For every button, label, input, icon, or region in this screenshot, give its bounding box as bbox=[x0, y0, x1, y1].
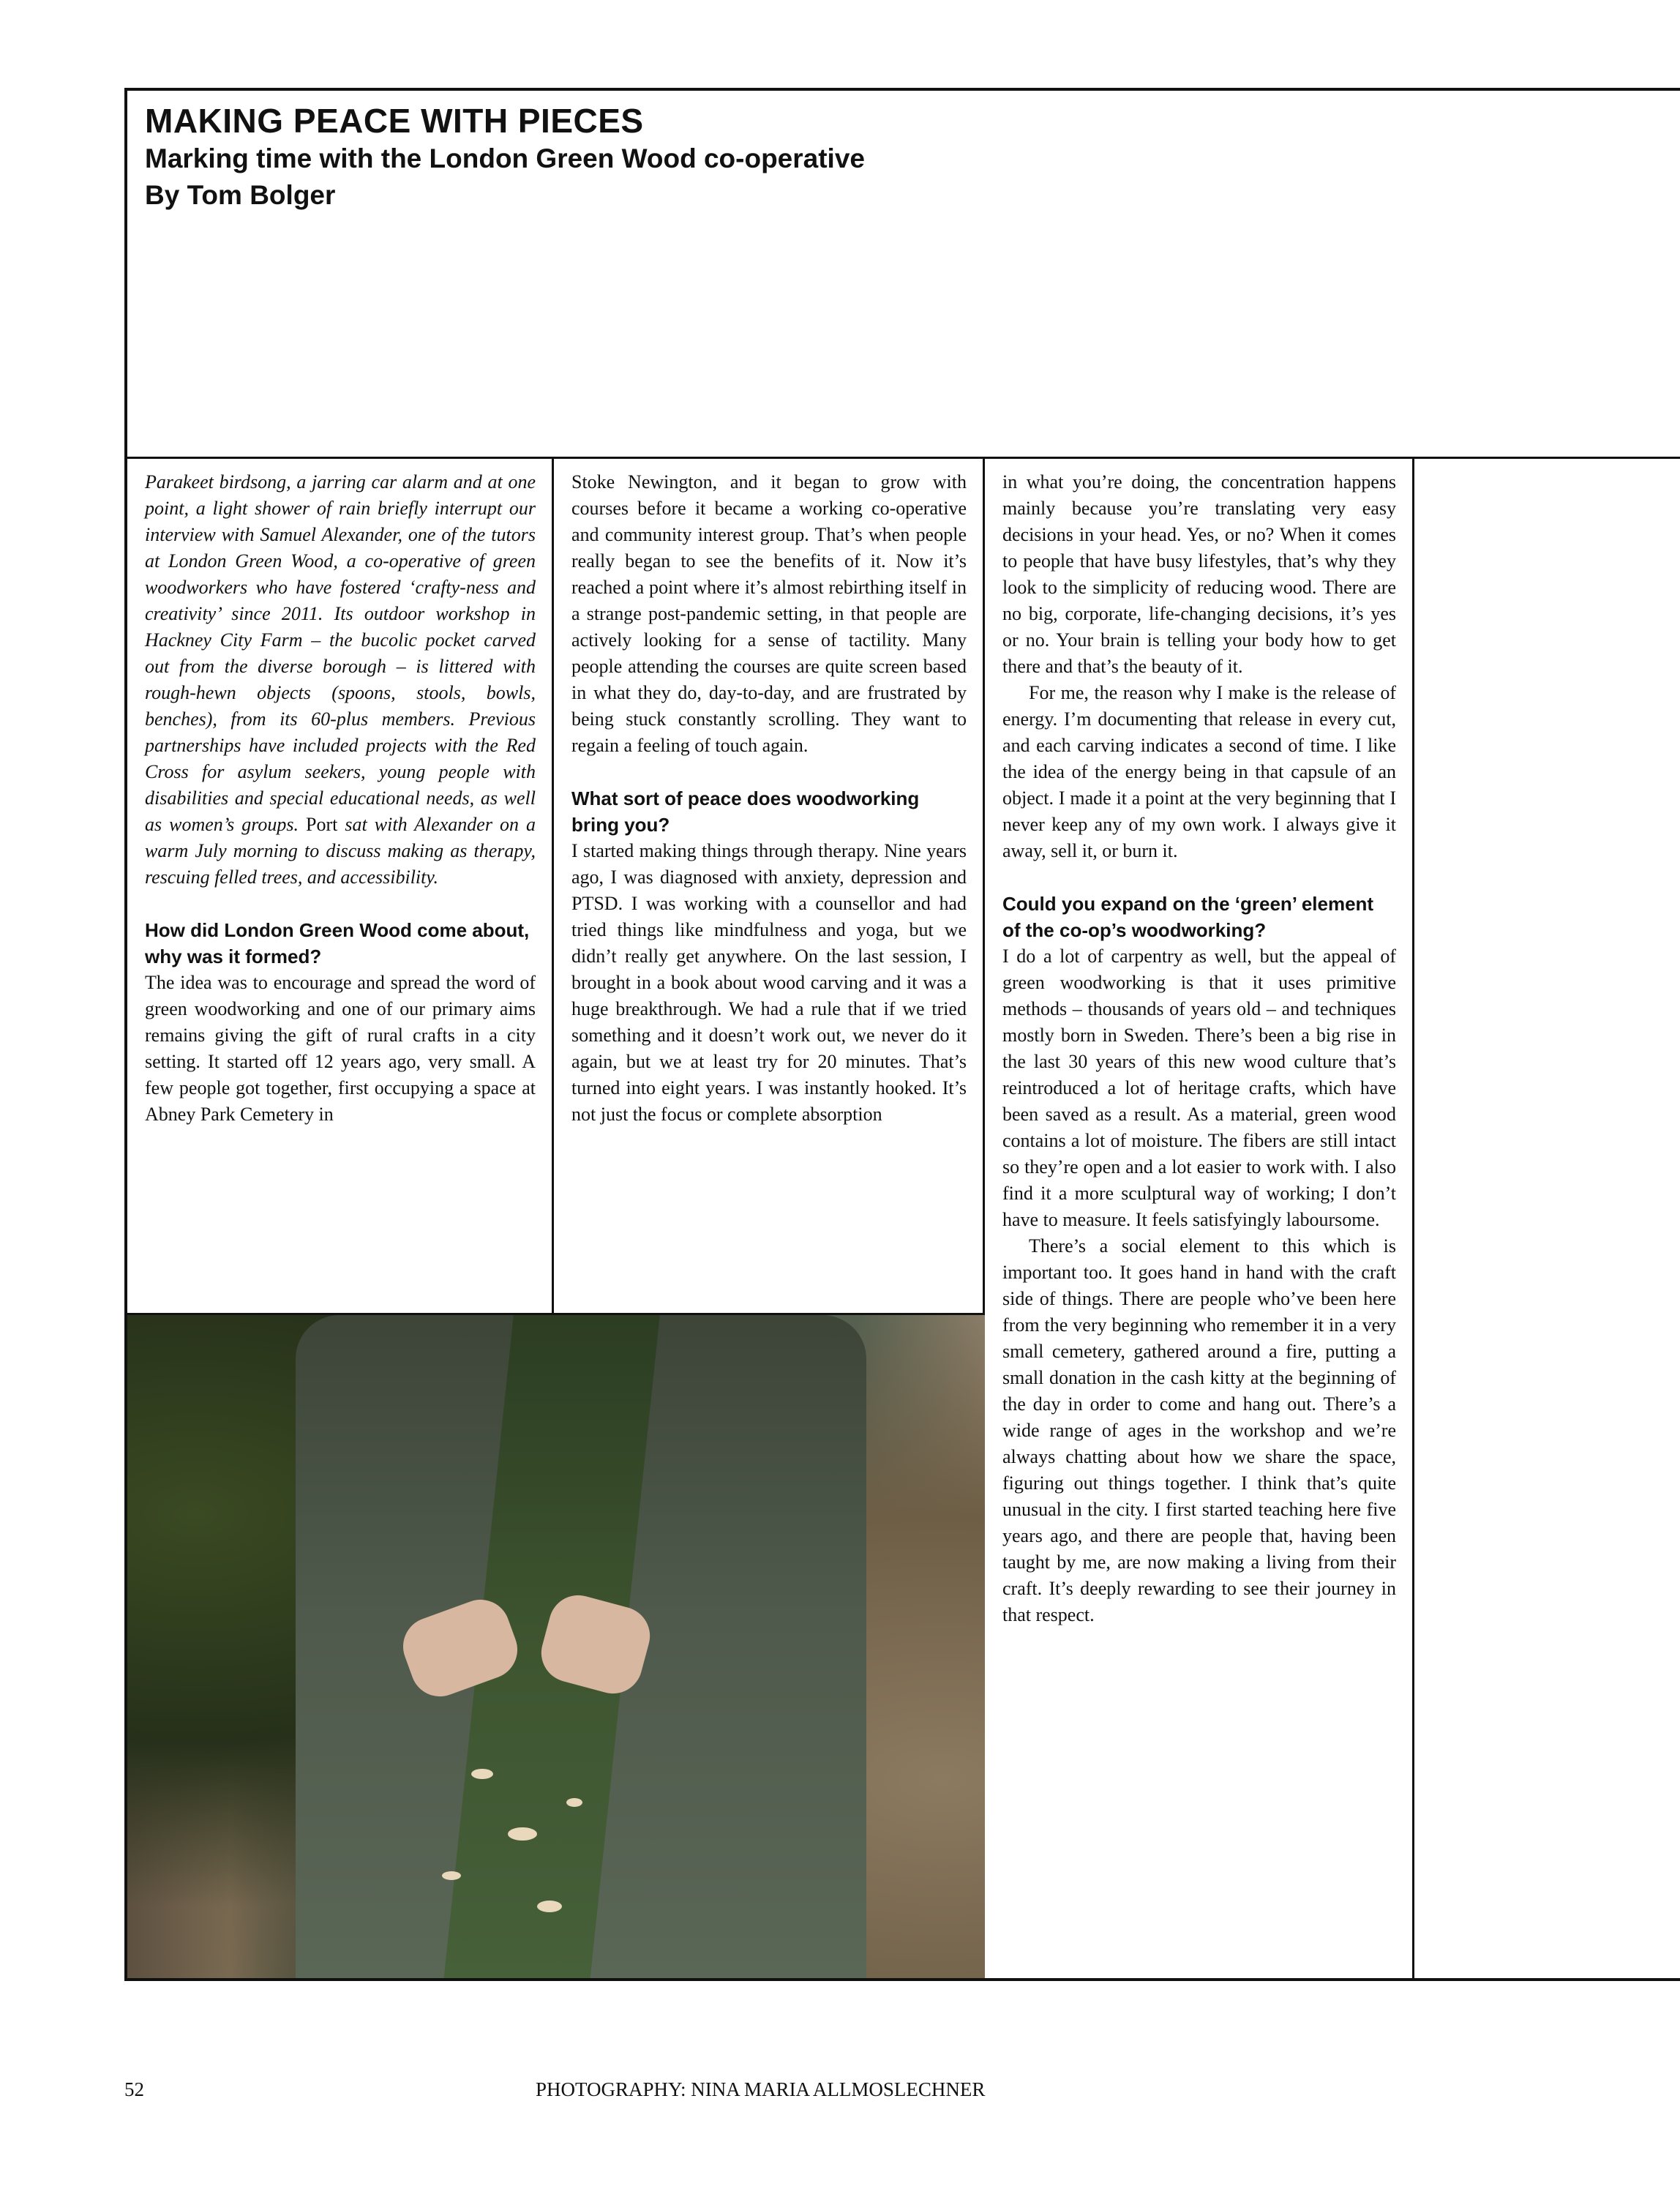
answer-paragraph: Stoke Newington, and it began to grow with courses before it became a working co-operative and community interest group. That’s when people really began to see the benefits of it. Now it’s reached a point where it’s almost rebirthing itself in a strange post-pandemic setting, in that people are actively looking for a sense of tactility. Many people attending the courses are quite screen based in what they do, day-to-day, and are frustrated by being stuck constantly scrolling. They want to regain a feeling of touch again. bbox=[571, 471, 967, 756]
question-heading: How did London Green Wood come about, why was it formed? bbox=[145, 919, 530, 967]
answer-paragraph: There’s a social element to this which is important too. It goes hand in hand with the craft side of things. There are people who’ve been here from the very beginning who remember it in a very small cemetery, gathered around a fire, putting a small donation in the cash kitty at the beginning of the day in order to come and hang out. There’s a wide range of ages in the workshop and we’re always chatting about how we share the space, figuring out things together. I think that’s quite unusual in the city. I first started teaching here five years ago, and there are people that, having been taught by me, are now making a living from their craft. It’s deeply rewarding to see their journey in that respect. bbox=[1002, 1235, 1396, 1625]
answer-paragraph: I started making things through therapy. Nine years ago, I was diagnosed with anxiety, depression and PTSD. I was working with a counsellor and had tried things like mindfulness and yoga, but we didn’t really get anywhere. On the last session, I brought in a book about wood carving and it was a huge breakthrough. We had a rule that if we tried something and it doesn’t work out, we never do it again, but we at least try for 20 minutes. That’s turned into eight years. I was instantly hooked. It’s not just the focus or complete absorption bbox=[571, 840, 967, 1125]
intro-paragraph bbox=[145, 469, 536, 891]
answer-paragraph: in what you’re doing, the concentration happens mainly because you’re translating very easy decisions in your head. Yes, or no? When it comes to people that have busy lifestyles, that’s why they look to the simplicity of reducing wood. There are no big, corporate, life-changing decisions, it’s yes or no. Your brain is telling your body how to get there and that’s the beauty of it. bbox=[1002, 471, 1396, 677]
article-subtitle: Marking time with the London Green Wood co-operative bbox=[145, 143, 865, 173]
text-column-3 bbox=[985, 459, 1414, 1981]
answer-paragraph: I do a lot of carpentry as well, but the appeal of green woodworking is that it uses primitive methods – thousands of years old – and techniques mostly born in Sweden. There’s been a big rise in the last 30 years of this new wood culture that’s reintroduced a lot of heritage crafts, which have been saved as a result. As a material, green wood contains a lot of moisture. The fibers are still intact so they’re open and a lot easier to work with. I also find it a more sculptural way of working; I don’t have to measure. It feels satisfyingly laboursome. bbox=[1002, 946, 1396, 1230]
question-heading: What sort of peace does woodworking bring you? bbox=[571, 787, 920, 836]
article-photo-woodcarving bbox=[124, 1315, 985, 1981]
article-header bbox=[124, 88, 1680, 459]
intro-text-end: sat with Alexander on a warm July morning to discuss making as therapy, rescuing felled trees, and accessibility. bbox=[145, 814, 536, 888]
photo-shaving bbox=[508, 1827, 537, 1841]
photo-credit: PHOTOGRAPHY: NINA MARIA ALLMOSLECHNER bbox=[536, 2078, 986, 2100]
empty-column bbox=[1414, 459, 1680, 1981]
article-title: MAKING PEACE WITH PIECES bbox=[145, 102, 644, 140]
photo-shaving bbox=[566, 1798, 582, 1807]
text-column-1 bbox=[124, 459, 554, 1315]
page-number: 52 bbox=[124, 2078, 144, 2100]
publication-name: Port bbox=[306, 814, 338, 835]
photo-shaving bbox=[442, 1871, 461, 1880]
photo-shaving bbox=[537, 1901, 562, 1912]
text-column-2 bbox=[554, 459, 985, 1315]
article-byline: By Tom Bolger bbox=[145, 180, 336, 210]
question-heading: Could you expand on the ‘green’ element of the co-op’s woodworking? bbox=[1002, 893, 1374, 941]
answer-paragraph: For me, the reason why I make is the release of energy. I’m documenting that release in every cut, and each carving indicates a second of time. I like the idea of the energy being in that capsule of an object. I made it a point at the very beginning that I never keep any of my own work. I always give it away, sell it, or burn it. bbox=[1002, 682, 1396, 861]
photo-shaving bbox=[471, 1769, 493, 1779]
answer-paragraph: The idea was to encourage and spread the word of green woodworking and one of our primary aims remains giving the gift of rural crafts in a city setting. It started off 12 years ago, very small. A few people got together, first occupying a space at Abney Park Cemetery in bbox=[145, 972, 536, 1125]
intro-text: Parakeet birdsong, a jarring car alarm and at one point, a light shower of rain briefly interrupt our interview with Samuel Alexander, one of the tutors at London Green Wood, a co-operative of green woodworkers who have fostered ‘crafty-ness and creativity’ since 2011. Its outdoor workshop in Hackney City Farm – the bucolic pocket carved out from the diverse borough – is littered with rough-hewn objects (spoons, stools, bowls, benches), from its 60-plus members. Previous partnerships have included projects with the Red Cross for asylum seekers, young people with disabilities and special educational needs, as well as women’s groups. bbox=[145, 471, 536, 835]
